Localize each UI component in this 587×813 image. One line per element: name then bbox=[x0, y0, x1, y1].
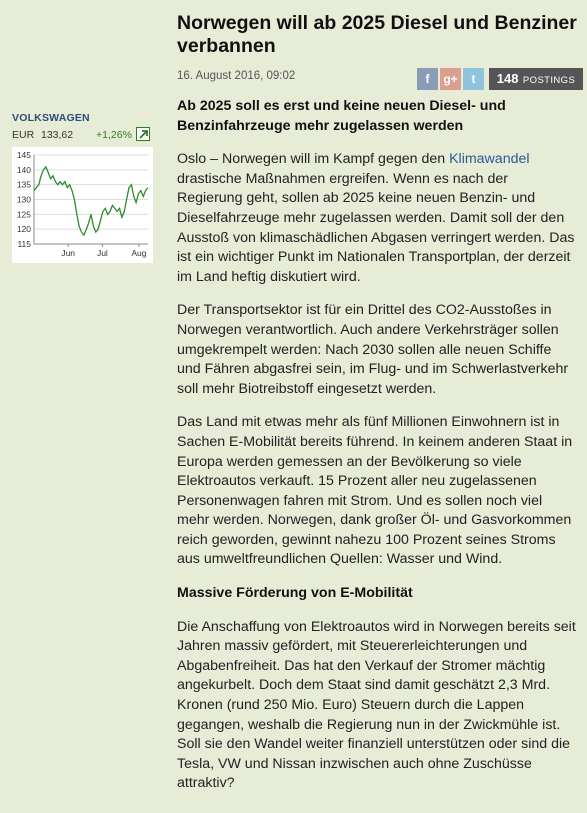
paragraph-text: Oslo – Norwegen will im Kampf gegen den bbox=[177, 151, 450, 168]
chart-y-tick-label: 125 bbox=[16, 209, 31, 220]
chart-y-tick-label: 120 bbox=[16, 224, 31, 235]
article-paragraph: Das Land mit etwas mehr als fünf Millionen Einwohnern ist in Sachen E-Mobilität bereits führend. In keinem anderen Staat in Europa werden gemessen an der Bevölkerung so viele Elektroautos verkauft. 15 Prozent aller neu zugelassenen Personenwagen fahren mit Strom. Und es sollen noch viel mehr werden. Norwegen, dank großer Öl- und Gasvorkommen reich geworden, gewinnt nahezu 100 Prozent seines Stroms aus umweltfreundlichen Quellen: Wasser und Wind. bbox=[177, 414, 573, 568]
stock-chart-svg bbox=[12, 147, 153, 263]
klimawandel-link[interactable]: Klimawandel bbox=[449, 151, 530, 168]
twitter-share-button[interactable] bbox=[463, 68, 484, 90]
chart-x-tick-label: Aug bbox=[131, 248, 147, 258]
chart-y-tick-label: 130 bbox=[16, 194, 31, 205]
stock-price: 133,62 bbox=[41, 129, 74, 141]
article-lead: Ab 2025 soll es erst und keine neuen Diesel- und Benzinfahrzeuge mehr zugelassen werden bbox=[177, 98, 506, 134]
article-date: 16. August 2016, 09:02 bbox=[177, 70, 296, 82]
postings-button[interactable] bbox=[489, 68, 583, 90]
chart-x-tick-label: Jul bbox=[96, 248, 108, 258]
paragraph-text: drastische Maßnahmen ergreifen. Wenn es nach der Regierung geht, sollen ab 2025 keine neuen Benzin- und Dieselfahrzeuge mehr zugelassen werden. Damit soll der den Ausstoß von klimaschädlichen Abgasen verringert werden. Das ist ein wichtiger Punkt im Nationalen Transportplan, der derzeit im Land heftig diskutiert wird. bbox=[177, 170, 575, 285]
arrow-up-right-icon[interactable] bbox=[136, 127, 150, 141]
stock-widget[interactable] bbox=[12, 112, 156, 145]
facebook-icon: f bbox=[425, 72, 430, 86]
postings-count: 148 bbox=[496, 71, 519, 86]
article-paragraph: Die Anschaffung von Elektroautos wird in Norwegen bereits seit Jahren massiv gefördert, mit Steuererleichterungen und Abgabenfreiheit. Das hat den Verkauf der Stromer mächtig angekurbelt. Doch dem Staat sind damit geschätzt 2,3 Mrd. Kronen (rund 250 Mio. Euro) Steuern durch die Lappen gegangen, weshalb die Regierung nun in der Zwickmühle ist. Soll sie den Wandel weiter finanziell unterstützen oder sind die Tesla, VW und Nissan inzwischen auch ohne Zuschüsse attraktiv? bbox=[177, 618, 576, 792]
twitter-icon: t bbox=[471, 72, 476, 86]
postings-label: POSTINGS bbox=[522, 75, 576, 86]
chart-y-tick-label: 115 bbox=[17, 239, 31, 249]
googleplus-share-button[interactable] bbox=[440, 68, 461, 90]
chart-y-tick-label: 140 bbox=[16, 164, 31, 175]
facebook-share-button[interactable] bbox=[417, 68, 438, 90]
article-headline: Norwegen will ab 2025 Diesel und Benziner verbannen bbox=[177, 12, 577, 57]
stock-currency: EUR bbox=[12, 129, 35, 141]
stock-chart[interactable] bbox=[12, 147, 153, 263]
chart-y-tick-label: 145 bbox=[16, 150, 31, 160]
article-paragraph bbox=[177, 150, 577, 287]
article-subheading: Massive Förderung von E-Mobilität bbox=[177, 585, 413, 602]
article-paragraph: Der Transportsektor ist für ein Drittel des CO2-Ausstoßes in Norwegen verantwortlich. Auch andere Verkehrsträger sollen umgekrempelt werden: Nach 2030 sollen alle neuen Schiffe und Fähren abgasfrei sein, im Flug- und im Schwerlastverkehr soll mehr Biotreibstoff eingesetzt werden. bbox=[177, 302, 569, 397]
stock-quote-row bbox=[12, 127, 156, 145]
article-body bbox=[177, 97, 577, 808]
sidebar bbox=[0, 0, 168, 813]
stock-name[interactable]: VOLKSWAGEN bbox=[12, 112, 90, 124]
googleplus-icon: g+ bbox=[443, 72, 458, 86]
chart-x-tick-label: Jun bbox=[61, 248, 76, 258]
stock-change: +1,26% bbox=[96, 129, 132, 141]
chart-y-tick-label: 135 bbox=[16, 179, 31, 190]
chart-series-line bbox=[34, 167, 148, 235]
